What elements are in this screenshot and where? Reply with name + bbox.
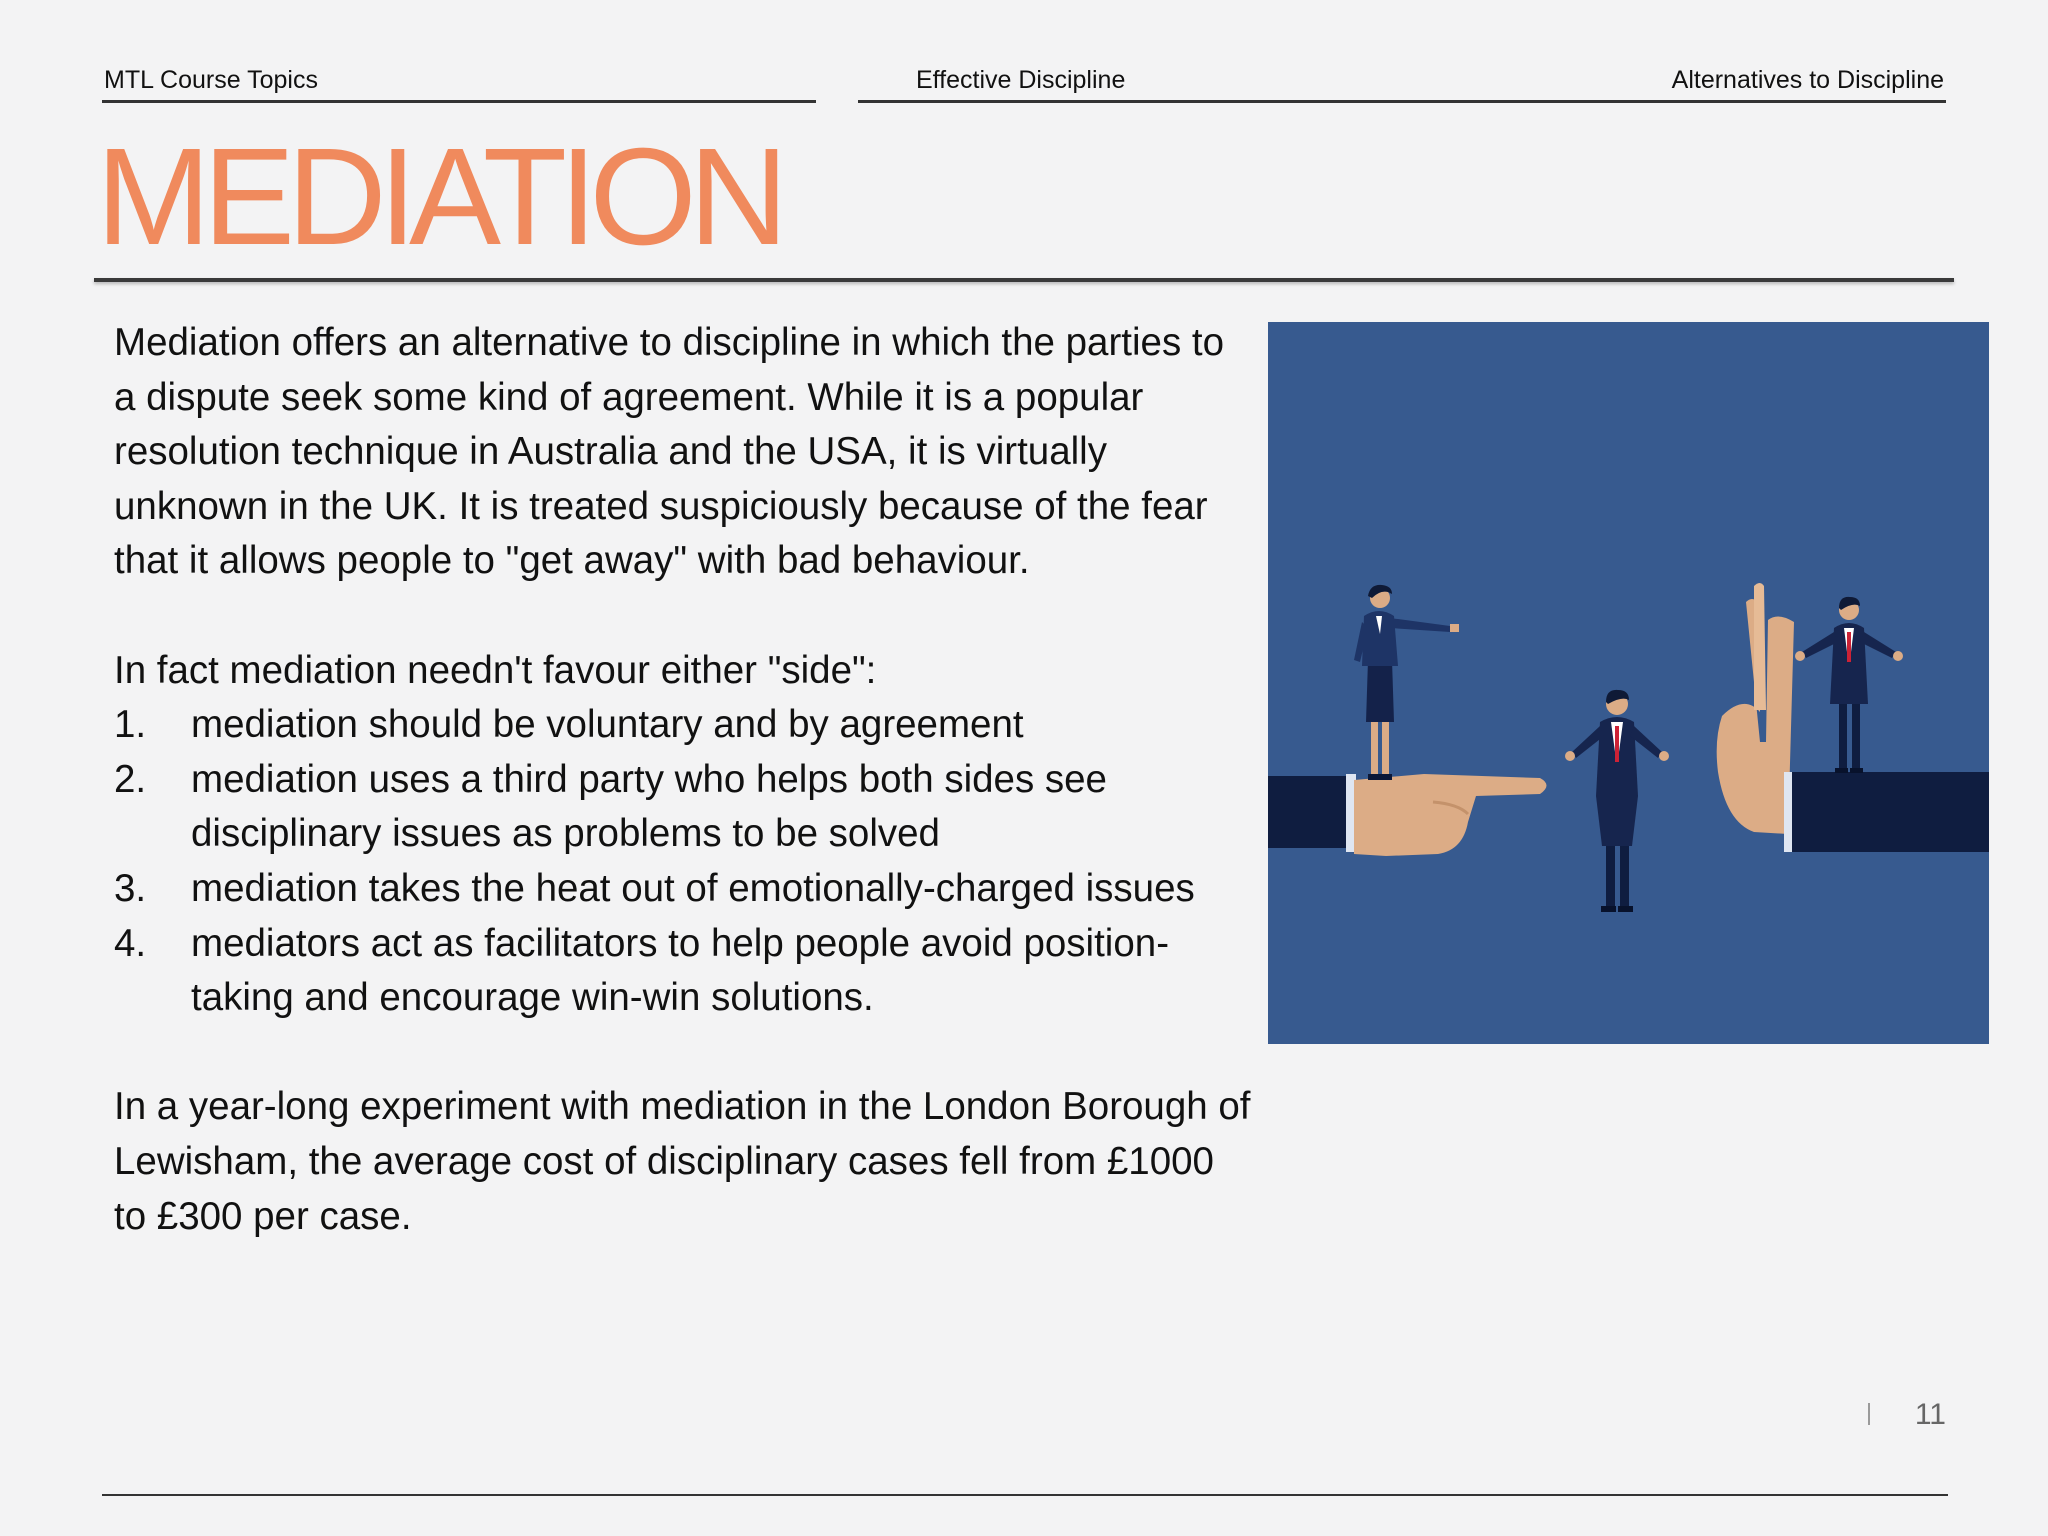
list-item [114,698,1254,753]
list-item-number: 1. [114,703,147,747]
page-number-divider [1868,1403,1870,1425]
closing-paragraph: In a year-long experiment with mediation in the London Borough of Lewisham, the average cost of disciplinary cases fell from £1000 to £300 per case. [114,1085,1251,1238]
intro-paragraph: Mediation offers an alternative to discipline in which the parties to a dispute seek some kind of agreement. While it is a popular resolution technique in Australia and the USA, it is virtually unknown in the UK. It is treated suspiciously because of the fear that it allows people to "get away" with bad behaviour. [114,321,1224,583]
paragraph-gap [114,1026,1254,1081]
list-item [114,862,1254,917]
list-item [114,917,1254,1026]
list-item-text: mediators act as facilitators to help people avoid position-taking and encourage win-win solutions. [191,921,1170,1020]
list-item-number: 3. [114,866,147,910]
header-left-rule [102,100,816,103]
slide-title: MEDIATION [96,120,781,274]
list-item-number: 2. [114,757,147,801]
numbered-list [114,698,1254,1026]
list-item-text: mediation uses a third party who helps both sides see disciplinary issues as problems to be solved [191,757,1107,856]
mediation-illustration [1268,322,1989,1044]
title-divider [94,278,1954,282]
list-item-number: 4. [114,921,147,965]
header-right-rule [858,100,1946,103]
footer-rule [102,1494,1948,1496]
header-left-topic: MTL Course Topics [104,66,318,94]
header-right-topic: Alternatives to Discipline [1671,66,1944,94]
list-item-text: mediation should be voluntary and by agreement [191,703,1024,747]
header-center-topic: Effective Discipline [916,66,1126,94]
page-number: 11 [1914,1398,1946,1431]
list-lead: In fact mediation needn't favour either "side": [114,648,877,692]
list-item [114,753,1254,862]
paragraph-gap [114,589,1254,644]
body-text [114,316,1254,1244]
list-item-text: mediation takes the heat out of emotionally-charged issues [191,866,1195,910]
